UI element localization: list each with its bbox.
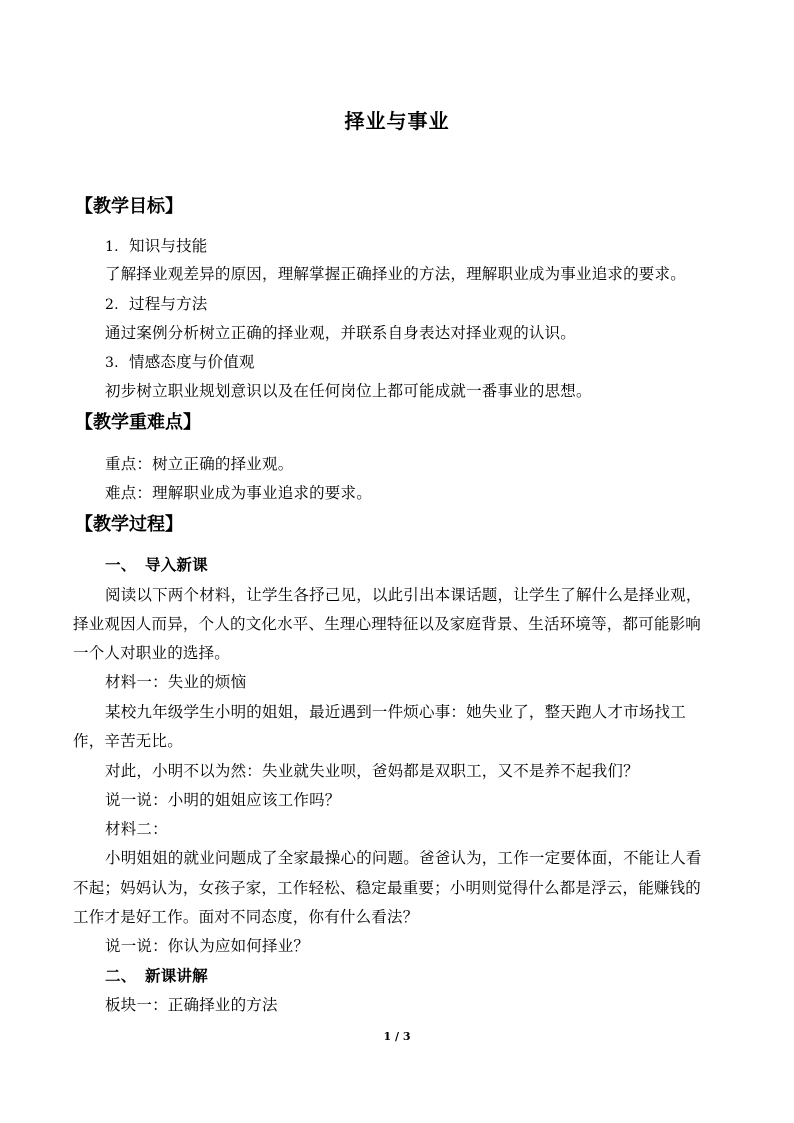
objective-3-text: 初步树立职业规划意识以及在任何岗位上都可能成就一番事业的思想。: [105, 382, 592, 400]
section-1-number: 一、: [105, 556, 137, 574]
objective-2-number: 2.: [105, 297, 119, 313]
key-point-difficulty: 难点：理解职业成为事业追求的要求。: [105, 484, 372, 502]
material-2-line-1: 小明姐姐的就业问题成了全家最操心的问题。爸爸认为，工作一定要体面，不能让人看: [105, 849, 702, 867]
material-1-question: 说一说：小明的姐姐应该工作吗？: [105, 791, 341, 809]
page-title: 择业与事业: [344, 109, 450, 133]
material-2-question: 说一说：你认为应如何择业？: [105, 937, 310, 955]
material-1-line-1: 某校九年级学生小明的姐姐，最近遇到一件烦心事：她失业了，整天跑人才市场找工: [105, 703, 686, 721]
section-2-number: 二、: [105, 967, 137, 985]
objective-2-label-text: 过程与方法: [129, 295, 208, 313]
heading-key-points: 【教学重难点】: [75, 412, 201, 433]
material-1-line-3: 对此，小明不以为然：失业就失业呗，爸妈都是双职工，又不是养不起我们？: [105, 762, 639, 780]
section-2-heading: [105, 964, 208, 986]
key-point-focus: 重点：树立正确的择业观。: [105, 455, 294, 473]
objective-1-text: 了解择业观差异的原因，理解掌握正确择业的方法，理解职业成为事业追求的要求。: [105, 265, 686, 283]
objective-3-number: 3.: [105, 355, 119, 371]
heading-process: 【教学过程】: [75, 514, 183, 535]
intro-line-1: 阅读以下两个材料，让学生各抒己见，以此引出本课话题，让学生了解什么是择业观，: [105, 586, 702, 604]
material-2-line-2: 不起；妈妈认为，女孩子家，工作轻松、稳定最重要；小明则觉得什么都是浮云，能赚钱的: [73, 879, 702, 897]
material-1-line-2: 作，辛苦无比。: [73, 732, 183, 750]
objective-1-label: [105, 234, 208, 256]
objective-2-label: [105, 292, 208, 314]
material-2-line-3: 工作才是好工作。面对不同态度，你有什么看法？: [73, 908, 419, 926]
objective-2-text: 通过案例分析树立正确的择业观，并联系自身表达对择业观的认识。: [105, 324, 577, 342]
objective-3-label-text: 情感态度与价值观: [129, 353, 255, 371]
objective-1-label-text: 知识与技能: [129, 237, 208, 255]
heading-objectives: 【教学目标】: [75, 196, 183, 217]
intro-line-3: 一个人对职业的选择。: [73, 644, 231, 662]
page-number: 1 / 3: [383, 1030, 411, 1043]
objective-3-label: [105, 350, 255, 372]
objective-1-number: 1.: [105, 239, 119, 255]
section-2-title: 新课讲解: [145, 967, 208, 985]
block-1-title: 板块一：正确择业的方法: [105, 996, 278, 1014]
section-1-title: 导入新课: [145, 556, 208, 574]
section-1-heading: [105, 553, 208, 575]
material-1-title: 材料一：失业的烦恼: [105, 673, 247, 691]
intro-line-2: 择业观因人而异，个人的文化水平、生理心理特征以及家庭背景、生活环境等，都可能影响: [73, 615, 702, 633]
material-2-title: 材料二：: [105, 820, 168, 838]
